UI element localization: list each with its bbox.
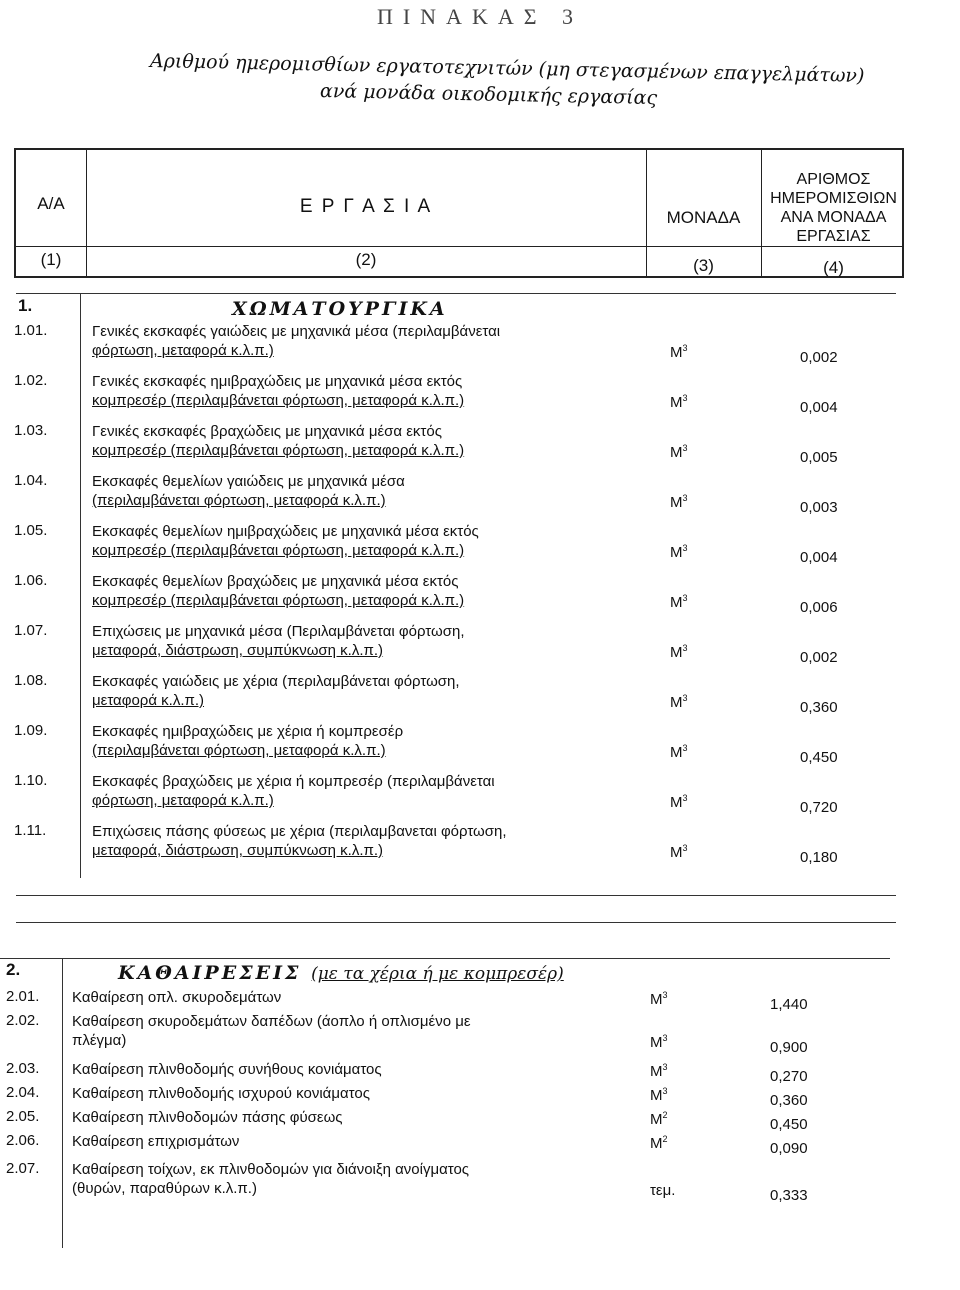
row-description xyxy=(72,1160,469,1198)
row-quantity: 0,002 xyxy=(800,649,838,666)
row-description-line: πλέγμα) xyxy=(72,1032,127,1049)
row-quantity: 0,270 xyxy=(770,1068,808,1085)
header-col-days: ΑΡΙΘΜΟΣ ΗΜΕΡΟΜΙΣΘΙΩΝ ΑΝΑ ΜΟΝΑΔΑ ΕΡΓΑΣΙΑΣ xyxy=(770,171,897,245)
row-description xyxy=(92,672,460,710)
row-code: 2.01. xyxy=(6,988,40,1005)
row-code: 2.03. xyxy=(6,1060,40,1077)
row-quantity: 0,003 xyxy=(800,499,838,516)
row-description xyxy=(92,772,495,810)
row-description xyxy=(72,1084,370,1103)
section-number: 1. xyxy=(18,296,33,315)
row-code: 2.06. xyxy=(6,1132,40,1149)
header-col-unit-num: (3) xyxy=(693,256,714,275)
row-quantity: 0,004 xyxy=(800,549,838,566)
row-description-line: Καθαίρεση πλινθοδομής ισχυρού κονιάματος xyxy=(72,1085,370,1102)
row-description-line: Γενικές εκσκαφές γαιώδεις με μηχανικά μέσα (περιλαμβάνεται xyxy=(92,323,501,340)
row-description-line: Εκσκαφές θεμελίων βραχώδεις με μηχανικά μέσα εκτός xyxy=(92,573,459,590)
row-description xyxy=(92,622,465,660)
row-description xyxy=(72,1060,382,1079)
row-code: 1.07. xyxy=(14,622,48,639)
row-description-line: μεταφορά, διάστρωση, συμπύκνωση κ.λ.π.) xyxy=(92,842,384,859)
row-unit: $M^2$ xyxy=(650,1110,668,1128)
row-description-line: Καθαίρεση επιχρισμάτων xyxy=(72,1133,240,1150)
row-description xyxy=(92,372,464,410)
row-description xyxy=(92,422,464,460)
row-description-line: (περιλαμβάνεται φόρτωση, μεταφορά κ.λ.π.) xyxy=(92,492,386,509)
row-code: 1.08. xyxy=(14,672,48,689)
row-description-line: Καθαίρεση πλινθοδομών πάσης φύσεως xyxy=(72,1109,343,1126)
row-code: 1.06. xyxy=(14,572,48,589)
row-quantity: 1,440 xyxy=(770,996,808,1013)
row-description-line: φόρτωση, μεταφορά κ.λ.π.) xyxy=(92,792,274,809)
row-quantity: 0,006 xyxy=(800,599,838,616)
row-code: 1.02. xyxy=(14,372,48,389)
section-title: ΧΩΜΑΤΟΥΡΓΙΚΑ xyxy=(232,298,448,320)
row-description-line: Καθαίρεση σκυροδεμάτων δαπέδων (άοπλο ή οπλισμένο με xyxy=(72,1013,471,1030)
row-description xyxy=(92,472,405,510)
row-code: 2.07. xyxy=(6,1160,40,1177)
row-description-line: Καθαίρεση πλινθοδομής συνήθους κονιάματος xyxy=(72,1061,382,1078)
row-quantity: 0,004 xyxy=(800,399,838,416)
page-subtitle-line1: Αριθμού ημερομισθίων εργατοτεχνιτών (μη στεγασμένων επαγγελμάτων) xyxy=(149,50,865,87)
row-description xyxy=(92,822,507,860)
row-description-line: (περιλαμβάνεται φόρτωση, μεταφορά κ.λ.π.) xyxy=(92,742,386,759)
row-description-line: Καθαίρεση τοίχων, εκ πλινθοδομών για διάνοιξη ανοίγματος xyxy=(72,1161,470,1178)
row-code: 1.01. xyxy=(14,322,48,339)
row-unit: $M^3$ xyxy=(670,393,688,411)
row-description xyxy=(92,322,500,360)
row-unit: $M^3$ xyxy=(670,843,688,861)
row-description-line: Γενικές εκσκαφές ημιβραχώδεις με μηχανικά μέσα εκτός xyxy=(92,373,463,390)
row-unit: $M^3$ xyxy=(670,443,688,461)
row-description-line: φόρτωση, μεταφορά κ.λ.π.) xyxy=(92,342,274,359)
section-number: 2. xyxy=(6,960,21,979)
row-unit: $M^3$ xyxy=(670,593,688,611)
section-title: ΚΑΘΑΙΡΕΣΕΙΣ (με τα χέρια ή με κομπρεσέρ) xyxy=(118,962,564,984)
row-quantity: 0,002 xyxy=(800,349,838,366)
row-description-line: κομπρεσέρ (περιλαμβάνεται φόρτωση, μεταφορά κ.λ.π.) xyxy=(92,442,465,459)
row-unit: $M^2$ xyxy=(650,1134,668,1152)
row-code: 1.03. xyxy=(14,422,48,439)
row-description xyxy=(72,1108,343,1127)
row-description-line: Εκσκαφές θεμελίων ημιβραχώδεις με μηχανικά μέσα εκτός xyxy=(92,523,479,540)
row-description xyxy=(72,1132,239,1151)
row-quantity: 0,090 xyxy=(770,1140,808,1157)
row-unit: $M^3$ xyxy=(650,990,668,1008)
row-description xyxy=(72,1012,471,1050)
row-unit: $M^3$ xyxy=(670,693,688,711)
row-unit: $M^3$ xyxy=(670,493,688,511)
row-unit: $M^3$ xyxy=(650,1086,668,1104)
row-quantity: 0,360 xyxy=(800,699,838,716)
row-quantity: 0,450 xyxy=(770,1116,808,1133)
row-description-line: Εκσκαφές γαιώδεις με χέρια (περιλαμβάνεται φόρτωση, xyxy=(92,673,460,690)
row-code: 1.04. xyxy=(14,472,48,489)
page-title: ΠΙΝΑΚΑΣ 3 xyxy=(376,4,584,29)
table-header xyxy=(14,148,904,278)
row-description-line: Εκσκαφές ημιβραχώδεις με χέρια ή κομπρεσέρ xyxy=(92,723,404,740)
row-code: 2.04. xyxy=(6,1084,40,1101)
row-quantity: 0,720 xyxy=(800,799,838,816)
row-description-line: Εκσκαφές βραχώδεις με χέρια ή κομπρεσέρ (περιλαμβάνεται xyxy=(92,773,495,790)
row-unit: $M^3$ xyxy=(670,793,688,811)
row-description-line: κομπρεσέρ (περιλαμβάνεται φόρτωση, μεταφορά κ.λ.π.) xyxy=(92,592,465,609)
row-unit: $M^3$ xyxy=(670,543,688,561)
row-code: 1.05. xyxy=(14,522,48,539)
row-code: 1.11. xyxy=(14,822,47,839)
row-description-line: μεταφορά κ.λ.π.) xyxy=(92,692,205,709)
header-col-aa: Α/Α xyxy=(37,194,65,213)
row-description-line: μεταφορά, διάστρωση, συμπύκνωση κ.λ.π.) xyxy=(92,642,384,659)
row-code: 1.09. xyxy=(14,722,48,739)
row-code: 2.05. xyxy=(6,1108,40,1125)
row-code: 1.10. xyxy=(14,772,48,789)
row-code: 2.02. xyxy=(6,1012,40,1029)
row-unit: $M^3$ xyxy=(650,1062,668,1080)
row-description-line: (θυρών, παραθύρων κ.λ.π.) xyxy=(72,1180,257,1197)
row-quantity: 0,333 xyxy=(770,1187,808,1204)
header-col-days-num: (4) xyxy=(823,258,844,277)
row-quantity: 0,450 xyxy=(800,749,838,766)
row-description-line: Εκσκαφές θεμελίων γαιώδεις με μηχανικά μέσα xyxy=(92,473,405,490)
row-quantity: 0,360 xyxy=(770,1092,808,1109)
row-unit: $M^3$ xyxy=(670,743,688,761)
header-col-task-num: (2) xyxy=(355,250,377,269)
row-description-line: κομπρεσέρ (περιλαμβάνεται φόρτωση, μεταφορά κ.λ.π.) xyxy=(92,392,465,409)
row-description-line: κομπρεσέρ (περιλαμβάνεται φόρτωση, μεταφορά κ.λ.π.) xyxy=(92,542,465,559)
row-description xyxy=(72,988,281,1007)
row-unit: $M^3$ xyxy=(650,1033,668,1051)
row-description xyxy=(92,522,479,560)
row-unit: τεμ. xyxy=(650,1182,676,1199)
header-col-task: Ε Ρ Γ Α Σ Ι Α xyxy=(299,196,433,217)
page-subtitle-line2: ανά μονάδα οικοδομικής εργασίας xyxy=(319,80,658,110)
row-description xyxy=(92,722,403,760)
row-description-line: Γενικές εκσκαφές βραχώδεις με μηχανικά μέσα εκτός xyxy=(92,423,442,440)
header-col-unit: ΜΟΝΑΔΑ xyxy=(666,208,741,227)
row-unit: $M^3$ xyxy=(670,643,688,661)
row-quantity: 0,180 xyxy=(800,849,838,866)
row-quantity: 0,005 xyxy=(800,449,838,466)
header-col-aa-num: (1) xyxy=(40,250,62,269)
row-unit: $M^3$ xyxy=(670,343,688,361)
row-description-line: Επιχώσεις με μηχανικά μέσα (Περιλαμβάνεται φόρτωση, xyxy=(92,623,465,640)
row-description xyxy=(92,572,464,610)
row-quantity: 0,900 xyxy=(770,1039,808,1056)
row-description-line: Καθαίρεση οπλ. σκυροδεμάτων xyxy=(72,989,282,1006)
row-description-line: Επιχώσεις πάσης φύσεως με χέρια (περιλαμβανεται φόρτωση, xyxy=(92,823,507,840)
